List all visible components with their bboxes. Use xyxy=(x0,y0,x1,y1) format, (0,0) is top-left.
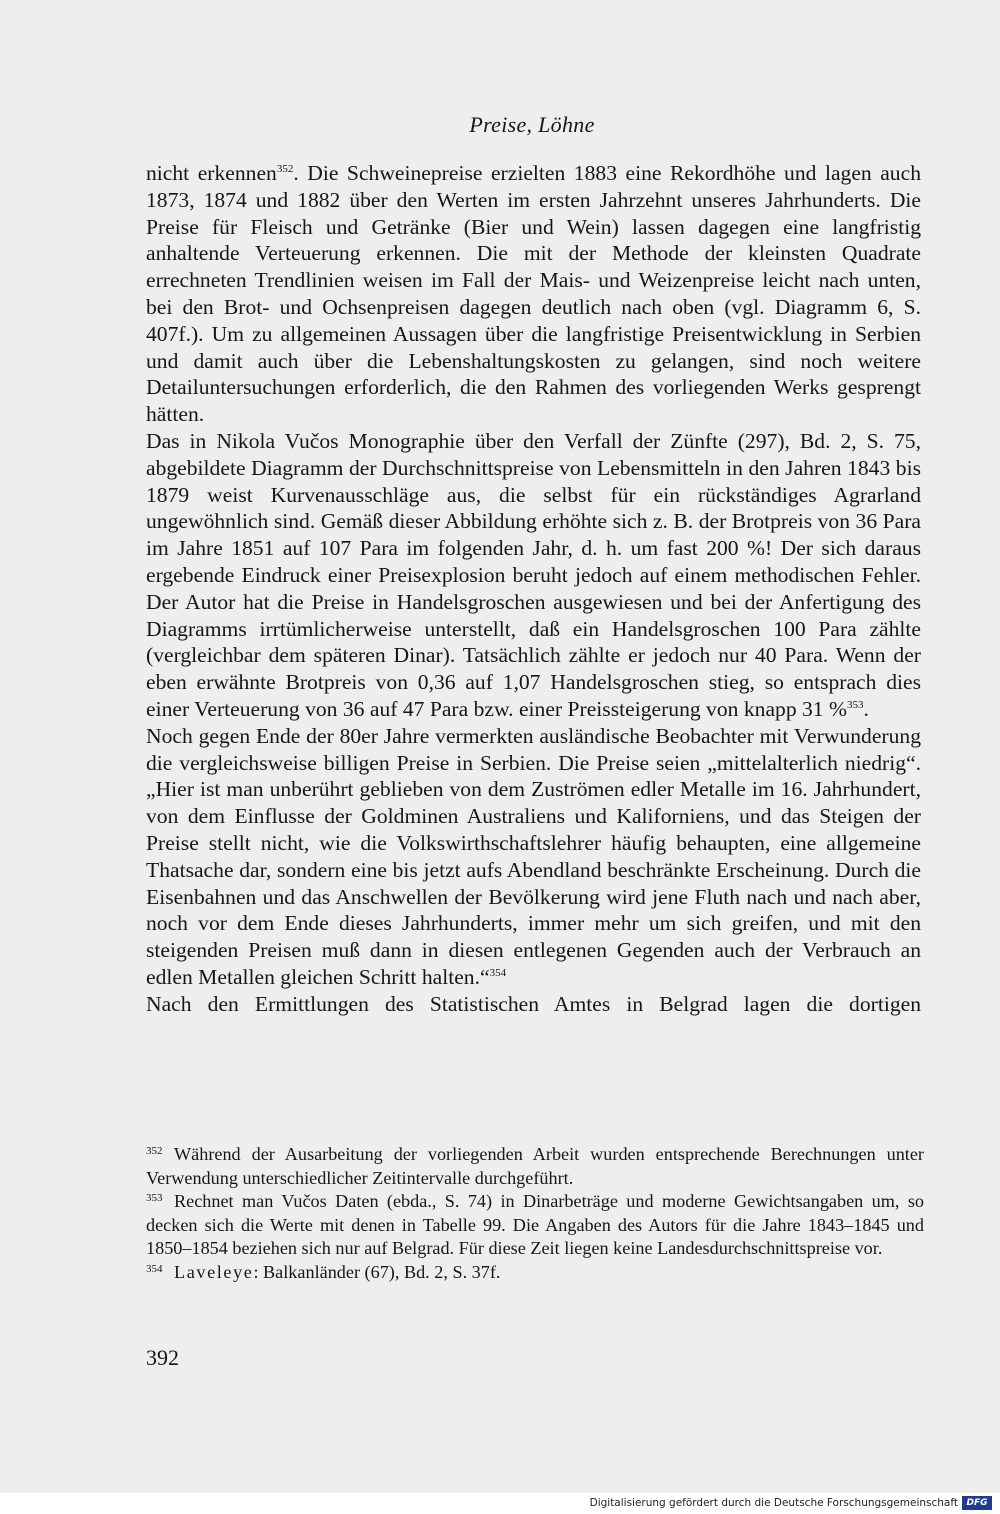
digitization-footer xyxy=(0,1493,1000,1514)
footnotes xyxy=(146,1143,924,1285)
footnote-text: : Balkanländer (67), Bd. 2, S. 37f. xyxy=(253,1261,501,1282)
running-header xyxy=(0,112,1000,138)
footnote-353: 353 Rechnet man Vučos Daten (ebda., S. 74) in Dinarbeträge und moderne Gewichtsangaben um, so decken sich die Werte mit denen in Tabelle 99. Die Angaben des Autors für die Jahre 1843–1845 und 1850–1854 beziehen sich nur auf Belgrad. Für diese Zeit liegen keine Landesdurchschnittspreise vor. xyxy=(146,1191,924,1259)
footnote-ref-354: 354 xyxy=(489,966,507,979)
footnote-354: 354 Laveleye: Balkanländer (67), Bd. 2, S. 37f. xyxy=(146,1261,501,1282)
text-segment: . xyxy=(863,696,869,721)
running-title: Preise, Löhne xyxy=(469,112,595,137)
paragraph-1 xyxy=(146,160,921,428)
footnote-text: Rechnet man Vučos Daten (ebda., S. 74) in Dinarbeträge und moderne Gewichtsangaben um, so decken sich die Werte mit denen in Tabelle 99. Die Angaben des Autors für die Jahre 1843–1845 und 1850–1854 beziehen sich nur auf Belgrad. Für diese Zeit liegen keine Landesdurchschnittspreise vor. xyxy=(146,1191,924,1259)
footnote-ref-352: 352 xyxy=(276,163,294,175)
footnote-author: Laveleye xyxy=(174,1261,254,1282)
page-number: 392 xyxy=(146,1345,179,1370)
funding-notice: Digitalisierung gefördert durch die Deutsche Forschungsgemeinschaft xyxy=(589,1497,958,1509)
main-text xyxy=(146,160,921,1018)
text-segment: Noch gegen Ende der 80er Jahre vermerkten ausländische Beobachter mit Verwunderung die vergleichsweise billigen Preise in Serbien. Die Preise seien „mittelalterlich niedrig“. „Hier ist man unberührt geblieben von dem Zuströmen edler Metalle im 16. Jahrhundert, von dem Einflusse der Goldminen Australiens und Kaliforniens, und das Steigen der Preise stellt nicht, wie die Volkswirthschaftslehrer häufig behaupten, eine allgemeine Thatsache dar, sondern eine bis jetzt aufs Abendland beschränkte Erscheinung. Durch die Eisenbahnen und das Anschwellen der Bevölkerung wird jene Fluth nach und nach aber, noch vor dem Ende dieses Jahrhunderts, immer mehr um sich greifen, und mit den steigenden Preisen muß dann in diesen entlegenen Gegenden auch der Verbrauch an edlen Metallen gleichen Schritt halten.“ xyxy=(146,723,921,989)
text-segment: Nach den Ermittlungen des Statistischen Amtes in Belgrad lagen die dortigen xyxy=(146,991,921,1016)
text-segment: nicht erkennen xyxy=(146,161,277,185)
text-segment: Das in Nikola Vučos Monographie über den Verfall der Zünfte (297), Bd. 2, S. 75, abgebildete Diagramm der Durchschnittspreise von Lebensmitteln in den Jahren 1843 bis 1879 weist Kurvenausschläge aus, die selbst für ein rückständiges Agrarland ungewöhnlich sind. Gemäß dieser Abbildung erhöhte sich z. B. der Brotpreis von 36 Para im Jahre 1851 auf 107 Para im folgenden Jahr, d. h. um fast 200 %! Der sich daraus ergebende Eindruck einer Preisexplosion beruht jedoch auf einem methodischen Fehler. Der Autor hat die Preise in Handelsgroschen ausgewiesen und bei der Anfertigung des Diagramms irrtümlicherweise unterstellt, daß ein Handelsgroschen 100 Para zählte (vergleichbar dem späteren Dinar). Tatsächlich zählte er jedoch nur 40 Para. Wenn der eben erwähnte Brotpreis von 0,36 auf 1,07 Handelsgroschen stieg, so entsprach dies einer Verteuerung von 36 auf 47 Para bzw. einer Preissteigerung von knapp 31 % xyxy=(146,428,921,721)
footnote-text: Während der Ausarbeitung der vorliegenden Arbeit wurden entsprechende Berechnungen unter Verwendung unterschiedlicher Zeitintervalle durchgeführt. xyxy=(146,1144,924,1188)
text-segment: . Die Schweinepreise erzielten 1883 eine Rekordhöhe und lagen auch 1873, 1874 und 1882 über den Werten im ersten Jahrzehnt unseres Jahrhunderts. Die Preise für Fleisch und Getränke (Bier und Wein) lassen dagegen eine langfristig anhaltende Verteuerung erkennen. Die mit der Methode der kleinsten Quadrate errechneten Trendlinien weisen im Fall der Mais- und Weizenpreise leicht nach unten, bei den Brot- und Ochsenpreisen dagegen deutlich nach oben (vgl. Diagramm 6, S. 407f.). Um zu allgemeinen Aussagen über die langfristige Preisentwicklung in Serbien und damit auch über die Lebenshaltungskosten zu gelangen, sind noch weitere Detailuntersuchungen erforderlich, die den Rahmen des vorliegenden Werks gesprengt hätten. xyxy=(146,161,921,427)
dfg-logo: DFG xyxy=(962,1496,992,1510)
paragraph-3 xyxy=(146,723,921,991)
footnote-ref-353: 353 xyxy=(847,698,864,711)
paragraph-2 xyxy=(146,428,921,723)
footnote-352: 352 Während der Ausarbeitung der vorliegenden Arbeit wurden entsprechende Berechnungen unter Verwendung unterschiedlicher Zeitintervalle durchgeführt. xyxy=(146,1144,924,1188)
paragraph-4 xyxy=(146,991,921,1018)
